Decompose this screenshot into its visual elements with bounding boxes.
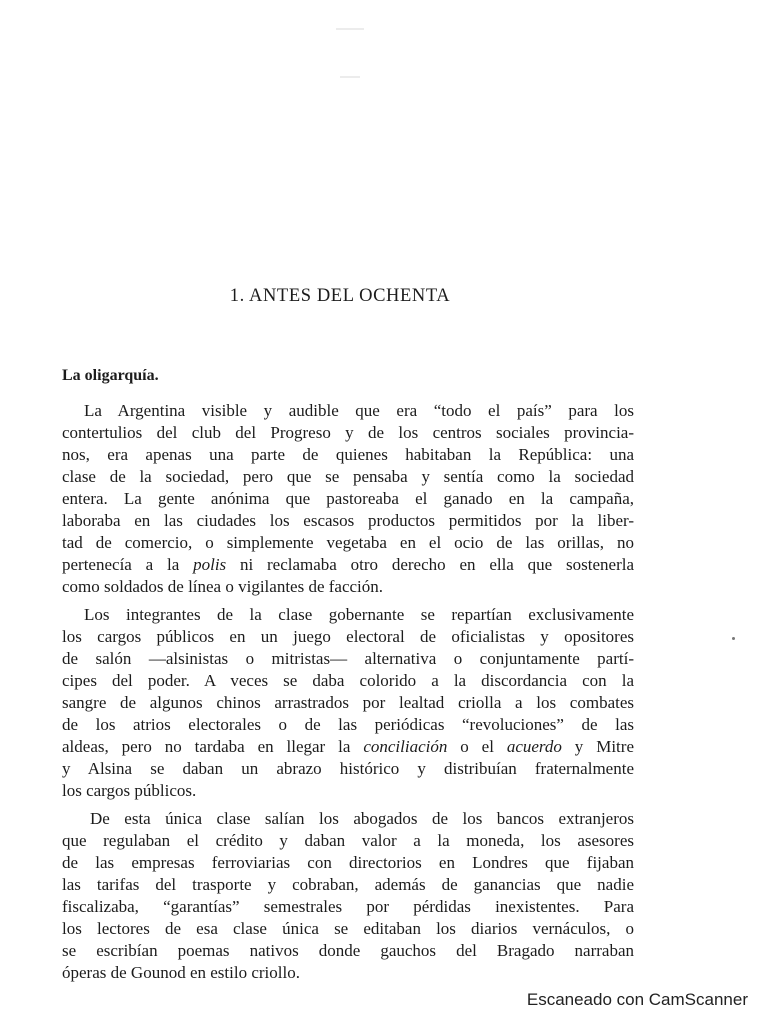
text-line (62, 736, 634, 758)
text-line: se escribían poemas nativos donde gauchos del Bragado narraban (62, 941, 634, 960)
section-heading: La oligarquía. (62, 367, 159, 384)
text-line: De esta única clase salían los abogados de los bancos extranjeros (90, 809, 634, 828)
paragraph-2 (62, 604, 634, 802)
text-line (62, 554, 634, 576)
text-line: y Alsina se daban un abrazo histórico y distribuían fraternalmente (62, 759, 634, 778)
scan-artifact (336, 28, 364, 30)
text-line: que regulaban el crédito y daban valor a la moneda, los asesores (62, 831, 634, 850)
scan-speck (732, 637, 735, 640)
italic-term-polis: polis (193, 555, 227, 574)
text-segment: o el (447, 737, 507, 756)
text-segment: ni reclamaba otro derecho en ella que sostenerla (226, 555, 634, 574)
text-line: los cargos públicos en un juego electoral de oficialistas y opositores (62, 627, 634, 646)
text-segment: aldeas, pero no tardaba en llegar la (62, 737, 364, 756)
text-line: de los atrios electorales o de las periódicas “revoluciones” de las (62, 715, 634, 734)
text-line: clase de la sociedad, pero que se pensaba y sentía como la sociedad (62, 467, 634, 486)
text-segment: y Mitre (561, 737, 634, 756)
text-line: contertulios del club del Progreso y de los centros sociales provincia- (62, 423, 634, 442)
text-segment: pertenecía a la (62, 555, 194, 574)
body-text (62, 400, 634, 990)
text-line: de las empresas ferroviarias con directorios en Londres que fijaban (62, 853, 634, 872)
italic-term-conciliacion: conciliación (363, 737, 448, 756)
text-line: de salón —alsinistas o mitristas— alternativa o conjuntamente partí- (62, 649, 634, 668)
text-line: entera. La gente anónima que pastoreaba el ganado en la campaña, (62, 489, 634, 508)
text-line: los cargos públicos. (62, 781, 197, 800)
italic-term-acuerdo: acuerdo (506, 737, 562, 756)
text-line: cipes del poder. A veces se daba colorido a la discordancia con la (62, 671, 634, 690)
text-line: laboraba en las ciudades los escasos productos permitidos por la liber- (62, 511, 634, 530)
text-line: nos, era apenas una parte de quienes habitaban la República: una (62, 445, 634, 464)
paragraph-3 (62, 808, 634, 984)
text-line: como soldados de línea o vigilantes de facción. (62, 577, 384, 596)
text-line: los lectores de esa clase única se editaban los diarios vernáculos, o (62, 919, 634, 938)
text-line: La Argentina visible y audible que era “todo el país” para los (84, 401, 634, 420)
text-line: sangre de algunos chinos arrastrados por lealtad criolla a los combates (62, 693, 634, 712)
scan-artifact (340, 76, 360, 78)
text-line: fiscalizaba, “garantías” semestrales por pérdidas inexistentes. Para (62, 897, 634, 916)
paragraph-1 (62, 400, 634, 598)
chapter-title: 1. ANTES DEL OCHENTA (229, 286, 451, 306)
text-line: Los integrantes de la clase gobernante se repartían exclusivamente (84, 605, 634, 624)
scanner-watermark: Escaneado con CamScanner (526, 990, 748, 1009)
text-line: las tarifas del trasporte y cobraban, además de ganancias que nadie (62, 875, 634, 894)
text-line: óperas de Gounod en estilo criollo. (62, 963, 300, 982)
text-line: tad de comercio, o simplemente vegetaba en el ocio de las orillas, no (62, 533, 634, 552)
